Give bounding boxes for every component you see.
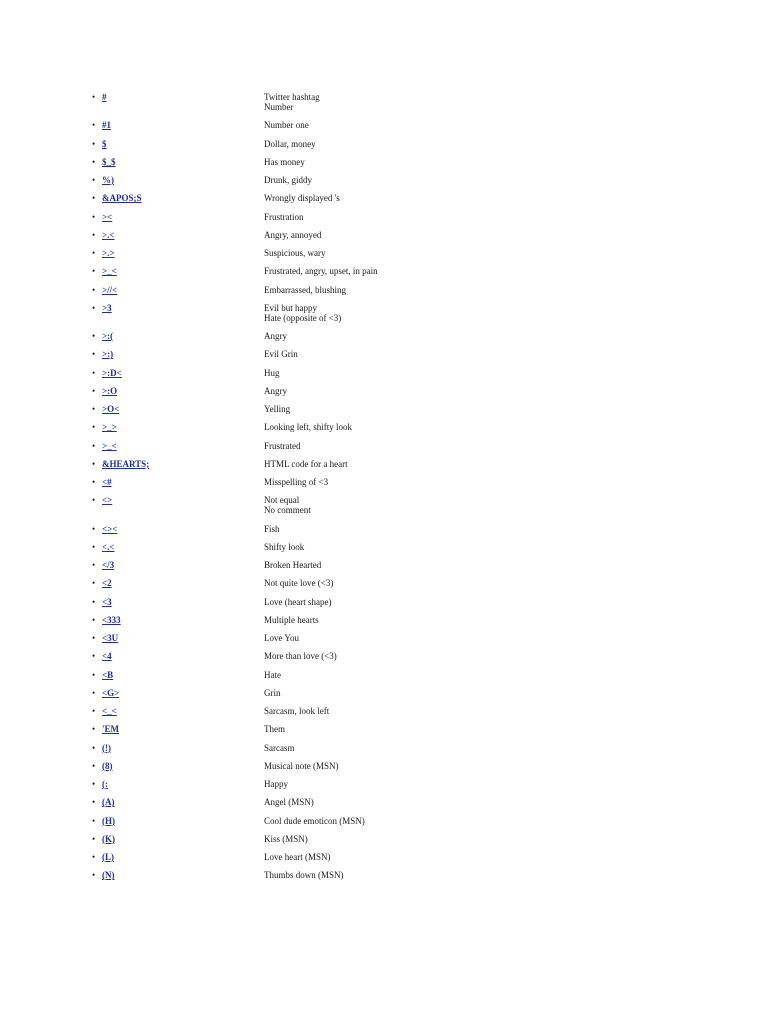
glossary-entry bbox=[92, 404, 692, 414]
bullet-icon: • bbox=[92, 175, 96, 185]
bullet-icon: • bbox=[92, 422, 96, 433]
bullet-icon: • bbox=[92, 248, 96, 258]
definition-line: Evil Grin bbox=[264, 349, 298, 360]
definition-block bbox=[264, 248, 692, 258]
definition-line: Sarcasm bbox=[264, 742, 295, 753]
definition-line: More than love (<3) bbox=[264, 651, 337, 662]
definition-line: Angry bbox=[264, 331, 287, 341]
term-link[interactable]: >< bbox=[102, 211, 113, 222]
definition-block bbox=[264, 368, 692, 378]
definition-line: Frustrated, angry, upset, in pain bbox=[264, 266, 378, 277]
bullet-icon: • bbox=[92, 870, 96, 881]
definition-block bbox=[264, 706, 692, 716]
bullet-icon: • bbox=[92, 138, 96, 149]
term-link[interactable]: >.< bbox=[102, 229, 115, 240]
bullet-icon: • bbox=[92, 560, 96, 570]
glossary-entry bbox=[92, 120, 692, 130]
glossary-entry bbox=[92, 386, 692, 396]
definition-line: Not quite love (<3) bbox=[264, 578, 334, 589]
definition-block bbox=[264, 524, 692, 534]
term-link[interactable]: <_< bbox=[102, 706, 117, 716]
glossary-entry bbox=[92, 724, 692, 734]
bullet-icon: • bbox=[92, 669, 96, 680]
bullet-icon: • bbox=[92, 742, 96, 753]
glossary-entry bbox=[92, 743, 692, 753]
term-link[interactable]: </3 bbox=[102, 560, 115, 570]
definition-block bbox=[264, 743, 692, 753]
glossary-entry bbox=[92, 193, 692, 203]
definition-block bbox=[264, 331, 692, 341]
definition-line: Dollar, money bbox=[264, 138, 316, 149]
bullet-icon: • bbox=[92, 367, 96, 378]
definition-block bbox=[264, 404, 692, 414]
bullet-icon: • bbox=[92, 229, 96, 240]
definition-block bbox=[264, 651, 692, 661]
definition-line: No comment bbox=[264, 505, 311, 516]
term-link[interactable]: (H) bbox=[102, 815, 115, 826]
bullet-icon: • bbox=[92, 724, 96, 735]
bullet-icon: • bbox=[92, 404, 96, 414]
definition-block bbox=[264, 688, 692, 698]
glossary-entry bbox=[92, 615, 692, 625]
term-link[interactable]: <B bbox=[102, 669, 114, 680]
definition-block bbox=[264, 834, 692, 844]
definition-line: Misspelling of <3 bbox=[264, 477, 329, 487]
definition-line: Love You bbox=[264, 633, 300, 643]
bullet-icon: • bbox=[92, 92, 96, 102]
glossary-entry bbox=[92, 597, 692, 607]
definition-line: Love heart (MSN) bbox=[264, 852, 331, 862]
definition-line: Wrongly displayed 's bbox=[264, 193, 340, 204]
glossary-entry bbox=[92, 303, 692, 323]
glossary-entry bbox=[92, 560, 692, 570]
bullet-icon: • bbox=[92, 797, 96, 808]
term-link[interactable]: $ bbox=[102, 138, 107, 149]
definition-line: Fish bbox=[264, 523, 280, 534]
glossary-entry bbox=[92, 651, 692, 661]
bullet-icon: • bbox=[92, 523, 96, 534]
glossary-entry bbox=[92, 542, 692, 552]
definition-line: Drunk, giddy bbox=[264, 175, 312, 185]
bullet-icon: • bbox=[92, 779, 96, 789]
bullet-icon: • bbox=[92, 284, 96, 295]
glossary-entry bbox=[92, 816, 692, 826]
term-link[interactable]: 'EM bbox=[102, 724, 119, 735]
bullet-icon: • bbox=[92, 211, 96, 222]
glossary-entry bbox=[92, 266, 692, 276]
term-link[interactable]: >_> bbox=[102, 422, 117, 433]
definition-line: Cool dude emoticon (MSN) bbox=[264, 815, 365, 826]
term-link[interactable]: >O< bbox=[102, 404, 120, 414]
definition-line: Hate bbox=[264, 669, 281, 680]
bullet-icon: • bbox=[92, 193, 96, 204]
bullet-icon: • bbox=[92, 120, 96, 131]
glossary-entry bbox=[92, 761, 692, 771]
term-link[interactable]: >_< bbox=[102, 440, 117, 451]
definition-line: Angry bbox=[264, 385, 287, 396]
bullet-icon: • bbox=[92, 266, 96, 277]
definition-line: Hate (opposite of <3) bbox=[264, 312, 342, 323]
glossary-entry bbox=[92, 331, 692, 341]
definition-line: Sarcasm, look left bbox=[264, 706, 330, 716]
definition-block bbox=[264, 542, 692, 552]
glossary-entry bbox=[92, 779, 692, 789]
definition-line: Grin bbox=[264, 687, 281, 698]
definition-block bbox=[264, 212, 692, 222]
glossary-entry bbox=[92, 495, 692, 515]
definition-block bbox=[264, 633, 692, 643]
bullet-icon: • bbox=[92, 495, 96, 506]
term-link[interactable]: (8) bbox=[102, 760, 113, 771]
term-link[interactable]: (N) bbox=[102, 870, 115, 881]
bullet-icon: • bbox=[92, 633, 96, 643]
term-link[interactable]: <> bbox=[102, 495, 113, 506]
bullet-icon: • bbox=[92, 760, 96, 771]
definition-line: Hug bbox=[264, 367, 280, 378]
definition-block bbox=[264, 724, 692, 734]
bullet-icon: • bbox=[92, 687, 96, 698]
definition-line: Looking left, shifty look bbox=[264, 422, 352, 433]
glossary-entry bbox=[92, 248, 692, 258]
bullet-icon: • bbox=[92, 596, 96, 607]
bullet-icon: • bbox=[92, 331, 96, 341]
definition-line: Kiss (MSN) bbox=[264, 833, 308, 844]
definition-line: Twitter hashtag bbox=[264, 92, 320, 102]
term-link[interactable]: (K) bbox=[102, 833, 115, 844]
bullet-icon: • bbox=[92, 349, 96, 360]
definition-block bbox=[264, 441, 692, 451]
definition-line: Broken Hearted bbox=[264, 560, 322, 570]
definition-block bbox=[264, 92, 692, 112]
definition-line: Angry, annoyed bbox=[264, 229, 322, 240]
glossary-entry bbox=[92, 175, 692, 185]
bullet-icon: • bbox=[92, 302, 96, 313]
definition-line: Evil but happy bbox=[264, 302, 317, 313]
glossary-entry bbox=[92, 633, 692, 643]
term-link[interactable]: <2 bbox=[102, 578, 112, 589]
term-link[interactable]: <4 bbox=[102, 651, 112, 662]
term-link[interactable]: <333 bbox=[102, 614, 121, 625]
glossary-entry bbox=[92, 797, 692, 807]
bullet-icon: • bbox=[92, 541, 96, 552]
term-link[interactable]: >_< bbox=[102, 266, 117, 277]
definition-line: Embarrassed, blushing bbox=[264, 284, 346, 295]
bullet-icon: • bbox=[92, 458, 96, 469]
definition-block bbox=[264, 597, 692, 607]
term-link[interactable]: >//< bbox=[102, 284, 118, 295]
term-link[interactable]: # bbox=[102, 92, 107, 102]
glossary-entry bbox=[92, 706, 692, 716]
definition-block bbox=[264, 120, 692, 130]
definition-line: Not equal bbox=[264, 495, 300, 506]
glossary-entry bbox=[92, 852, 692, 862]
definition-block bbox=[264, 761, 692, 771]
definition-block bbox=[264, 285, 692, 295]
definition-block bbox=[264, 139, 692, 149]
term-link[interactable]: >:( bbox=[102, 331, 114, 341]
term-link[interactable]: <3U bbox=[102, 633, 119, 643]
glossary-entry bbox=[92, 688, 692, 698]
definition-block bbox=[264, 852, 692, 862]
glossary-entry bbox=[92, 578, 692, 588]
term-link[interactable]: >3 bbox=[102, 302, 112, 313]
glossary-entry bbox=[92, 870, 692, 880]
glossary-entry bbox=[92, 349, 692, 359]
definition-block bbox=[264, 797, 692, 807]
definition-block bbox=[264, 349, 692, 359]
definition-line: Them bbox=[264, 724, 285, 735]
bullet-icon: • bbox=[92, 440, 96, 451]
term-link[interactable]: (A) bbox=[102, 797, 115, 808]
definition-line: HTML code for a heart bbox=[264, 458, 348, 469]
definition-block bbox=[264, 578, 692, 588]
glossary-entry bbox=[92, 139, 692, 149]
definition-block bbox=[264, 303, 692, 323]
definition-block bbox=[264, 870, 692, 880]
glossary-entry bbox=[92, 157, 692, 167]
term-link[interactable]: <>< bbox=[102, 523, 118, 534]
term-link[interactable]: (!) bbox=[102, 742, 111, 753]
glossary-entry bbox=[92, 477, 692, 487]
glossary-entry bbox=[92, 670, 692, 680]
bullet-icon: • bbox=[92, 815, 96, 826]
definition-line: Happy bbox=[264, 779, 288, 789]
definition-line: Angel (MSN) bbox=[264, 797, 314, 808]
term-link[interactable]: >:O bbox=[102, 385, 118, 396]
glossary-entry bbox=[92, 459, 692, 469]
definition-block bbox=[264, 386, 692, 396]
definition-line: Number one bbox=[264, 120, 309, 131]
term-link[interactable]: <.< bbox=[102, 541, 115, 552]
definition-line: Love (heart shape) bbox=[264, 596, 332, 607]
glossary-entry bbox=[92, 834, 692, 844]
bullet-icon: • bbox=[92, 477, 96, 487]
definition-block bbox=[264, 422, 692, 432]
term-link[interactable]: &HEARTS; bbox=[102, 458, 150, 469]
definition-block bbox=[264, 615, 692, 625]
definition-line: Musical note (MSN) bbox=[264, 760, 339, 771]
bullet-icon: • bbox=[92, 651, 96, 662]
definition-block bbox=[264, 779, 692, 789]
definition-line: Suspicious, wary bbox=[264, 248, 326, 258]
bullet-icon: • bbox=[92, 833, 96, 844]
definition-line: Has money bbox=[264, 156, 305, 167]
glossary-entry bbox=[92, 422, 692, 432]
bullet-icon: • bbox=[92, 156, 96, 167]
glossary-entry bbox=[92, 285, 692, 295]
glossary-entry bbox=[92, 92, 692, 112]
term-link[interactable]: <G> bbox=[102, 687, 120, 698]
definition-line: Shifty look bbox=[264, 541, 305, 552]
definition-line: Number bbox=[264, 102, 294, 112]
definition-line: Yelling bbox=[264, 404, 291, 414]
glossary-entry bbox=[92, 524, 692, 534]
term-link[interactable]: (L) bbox=[102, 852, 114, 862]
term-link[interactable]: >.> bbox=[102, 248, 115, 258]
bullet-icon: • bbox=[92, 614, 96, 625]
glossary-entry bbox=[92, 368, 692, 378]
bullet-icon: • bbox=[92, 578, 96, 589]
term-link[interactable]: >:) bbox=[102, 349, 114, 360]
definition-block bbox=[264, 175, 692, 185]
bullet-icon: • bbox=[92, 706, 96, 716]
term-link[interactable]: <# bbox=[102, 477, 112, 487]
term-link[interactable]: $_$ bbox=[102, 156, 116, 167]
definition-line: Frustrated bbox=[264, 440, 301, 451]
definition-block bbox=[264, 193, 692, 203]
definition-block bbox=[264, 816, 692, 826]
glossary-entry bbox=[92, 230, 692, 240]
term-link[interactable]: &APOS;S bbox=[102, 193, 142, 204]
glossary-entry bbox=[92, 441, 692, 451]
definition-block bbox=[264, 670, 692, 680]
term-link[interactable]: (: bbox=[102, 779, 108, 789]
definition-block bbox=[264, 495, 692, 515]
definition-block bbox=[264, 477, 692, 487]
term-link[interactable]: >:D< bbox=[102, 367, 122, 378]
definition-block bbox=[264, 560, 692, 570]
bullet-icon: • bbox=[92, 385, 96, 396]
definition-block bbox=[264, 230, 692, 240]
term-link[interactable]: %) bbox=[102, 175, 114, 185]
term-link[interactable]: <3 bbox=[102, 596, 112, 607]
definition-block bbox=[264, 157, 692, 167]
definition-line: Multiple hearts bbox=[264, 614, 319, 625]
term-link[interactable]: #1 bbox=[102, 120, 111, 131]
glossary-entry bbox=[92, 212, 692, 222]
bullet-icon: • bbox=[92, 852, 96, 862]
definition-line: Frustration bbox=[264, 211, 304, 222]
glossary-list bbox=[92, 92, 692, 889]
definition-block bbox=[264, 459, 692, 469]
definition-block bbox=[264, 266, 692, 276]
definition-line: Thumbs down (MSN) bbox=[264, 870, 344, 881]
